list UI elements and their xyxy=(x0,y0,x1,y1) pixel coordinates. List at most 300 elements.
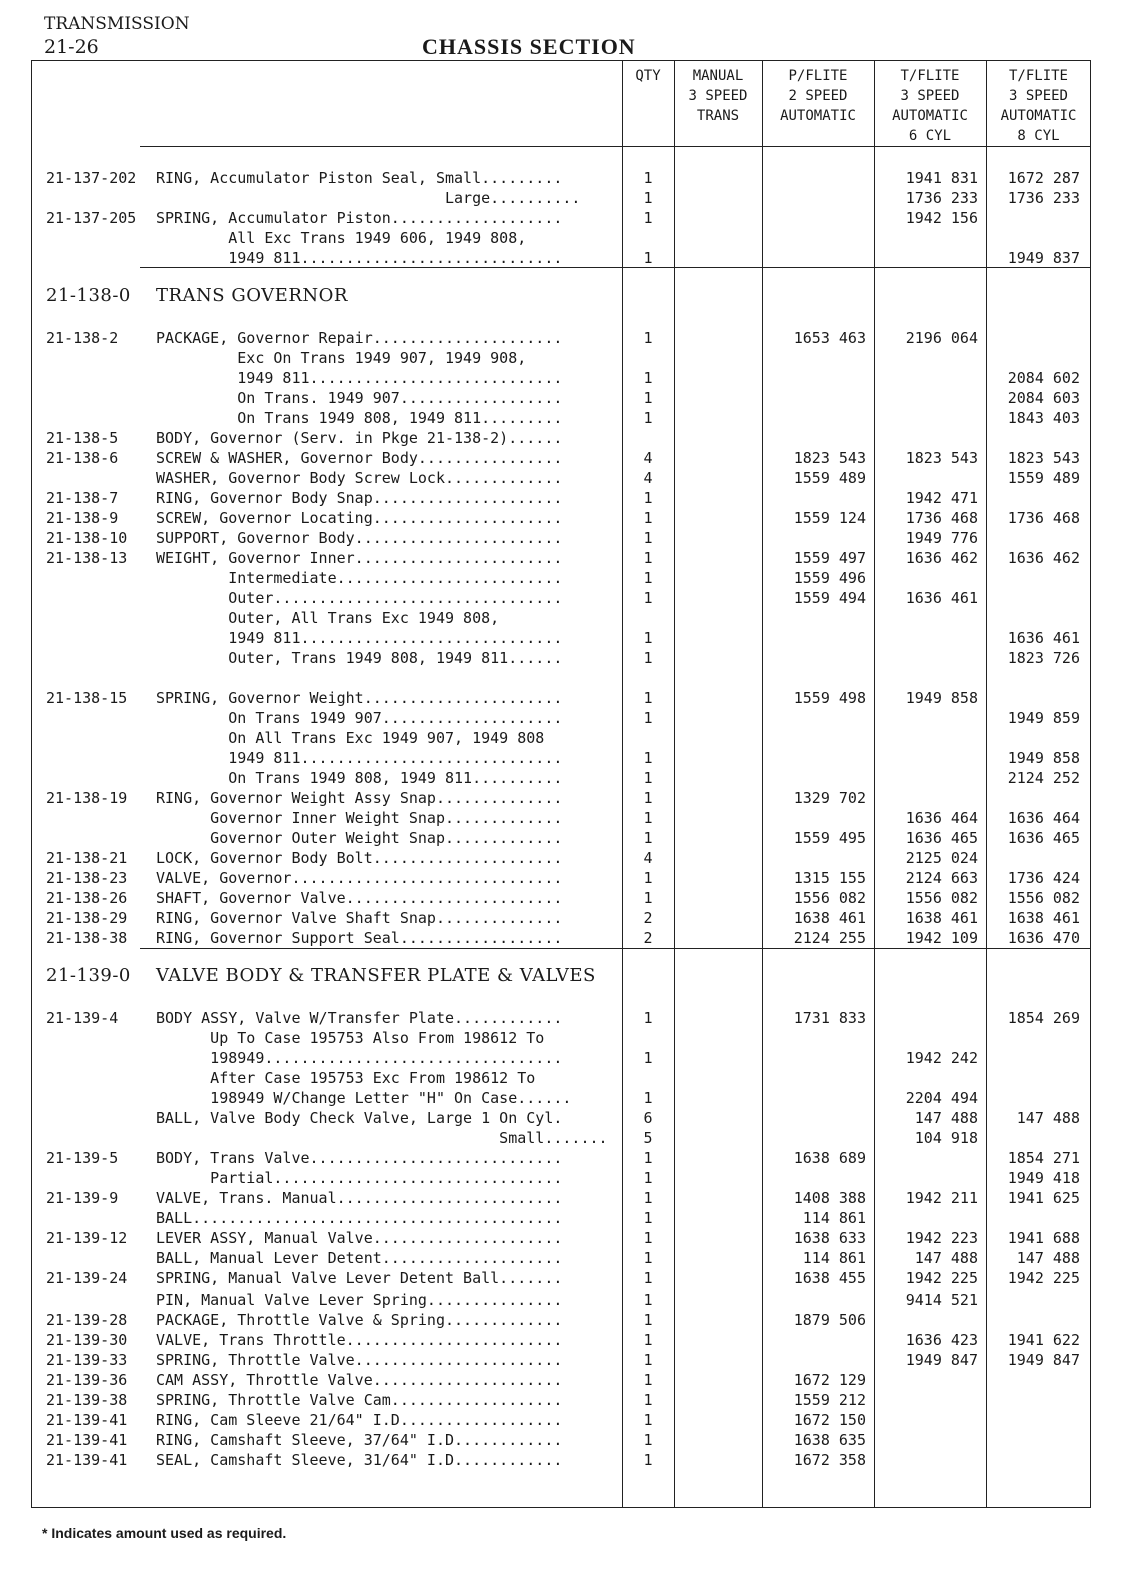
table-row xyxy=(0,788,1131,808)
column-header-manual: MANUAL 3 SPEED TRANS xyxy=(688,68,748,124)
part-description: 1949 811............................. xyxy=(156,749,563,767)
part-number: 21-138-10 xyxy=(46,529,128,547)
cell-pflite: 1559 494 xyxy=(793,589,866,607)
table-row xyxy=(0,168,1131,188)
table-row xyxy=(0,388,1131,408)
table-row xyxy=(0,768,1131,788)
part-description: SPRING, Throttle Valve....................... xyxy=(156,1351,563,1369)
cell-tf8: 2124 252 xyxy=(1007,769,1080,787)
cell-pflite: 1731 833 xyxy=(793,1009,866,1027)
part-number: 21-139-41 xyxy=(46,1451,128,1469)
cell-qty: 1 xyxy=(643,1229,653,1247)
part-description: SPRING, Throttle Valve Cam................... xyxy=(156,1391,563,1409)
part-description: RING, Governor Weight Assy Snap.............. xyxy=(156,789,563,807)
cell-pflite: 1638 461 xyxy=(793,909,866,927)
cell-tf8: 1941 688 xyxy=(1007,1229,1080,1247)
cell-pflite: 2124 255 xyxy=(793,929,866,947)
part-description: SPRING, Manual Valve Lever Detent Ball....... xyxy=(156,1269,563,1287)
part-description: SHAFT, Governor Valve........................ xyxy=(156,889,563,907)
part-number: 21-139-0 xyxy=(46,965,131,986)
cell-pflite: 114 861 xyxy=(802,1249,866,1267)
cell-qty: 1 xyxy=(643,409,653,427)
cell-qty: 1 xyxy=(643,749,653,767)
table-row xyxy=(0,588,1131,608)
cell-tf8: 2084 602 xyxy=(1007,369,1080,387)
part-description: 1949 811............................ xyxy=(156,369,563,387)
part-number: 21-138-5 xyxy=(46,429,119,447)
part-number: 21-139-9 xyxy=(46,1189,119,1207)
cell-tf6: 147 488 xyxy=(914,1249,978,1267)
column-header-tflite-8cyl: T/FLITE 3 SPEED AUTOMATIC 8 CYL xyxy=(1000,68,1077,144)
part-description: TRANS GOVERNOR xyxy=(156,285,348,306)
part-number: 21-137-202 xyxy=(46,169,137,187)
part-description: WEIGHT, Governor Inner....................... xyxy=(156,549,563,567)
cell-qty: 1 xyxy=(643,329,653,347)
cell-tf8: 1736 424 xyxy=(1007,869,1080,887)
cell-tf6: 1636 464 xyxy=(905,809,978,827)
part-description: Governor Outer Weight Snap............. xyxy=(156,829,563,847)
cell-pflite: 1315 155 xyxy=(793,869,866,887)
part-description: LEVER ASSY, Manual Valve..................... xyxy=(156,1229,563,1247)
part-description: SPRING, Governor Weight...................... xyxy=(156,689,563,707)
cell-pflite: 1638 635 xyxy=(793,1431,866,1449)
part-number: 21-138-26 xyxy=(46,889,128,907)
part-number: 21-139-41 xyxy=(46,1431,128,1449)
cell-tf8: 1636 470 xyxy=(1007,929,1080,947)
cell-tf8: 147 488 xyxy=(1016,1109,1080,1127)
cell-qty: 1 xyxy=(643,889,653,907)
cell-tf8: 1949 837 xyxy=(1007,249,1080,267)
part-description: Exc On Trans 1949 907, 1949 908, xyxy=(156,349,527,367)
cell-tf6: 1949 858 xyxy=(905,689,978,707)
cell-qty: 4 xyxy=(643,449,653,467)
cell-tf8: 1638 461 xyxy=(1007,909,1080,927)
cell-tf8: 147 488 xyxy=(1016,1249,1080,1267)
part-description: LOCK, Governor Body Bolt..................... xyxy=(156,849,563,867)
part-description: On Trans 1949 808, 1949 811......... xyxy=(156,409,563,427)
part-description: On Trans 1949 808, 1949 811.......... xyxy=(156,769,563,787)
table-row xyxy=(0,188,1131,208)
cell-qty: 1 xyxy=(643,509,653,527)
part-description: On Trans. 1949 907.................. xyxy=(156,389,563,407)
table-row xyxy=(0,1370,1131,1390)
part-description: RING, Governor Support Seal.................. xyxy=(156,929,563,947)
table-row xyxy=(0,1088,1131,1108)
part-number: 21-139-5 xyxy=(46,1149,119,1167)
cell-tf6: 1942 242 xyxy=(905,1049,978,1067)
cell-tf8: 1636 465 xyxy=(1007,829,1080,847)
part-number: 21-138-9 xyxy=(46,509,119,527)
part-description: SEAL, Camshaft Sleeve, 31/64" I.D............ xyxy=(156,1451,563,1469)
cell-pflite: 1329 702 xyxy=(793,789,866,807)
cell-qty: 1 xyxy=(643,1291,653,1309)
part-description: CAM ASSY, Throttle Valve..................... xyxy=(156,1371,563,1389)
cell-qty: 1 xyxy=(643,1411,653,1429)
table-row xyxy=(0,248,1131,268)
cell-qty: 1 xyxy=(643,389,653,407)
cell-tf8: 1823 543 xyxy=(1007,449,1080,467)
cell-qty: 1 xyxy=(643,1269,653,1287)
part-description: On All Trans Exc 1949 907, 1949 808 xyxy=(156,729,545,747)
cell-tf6: 1636 461 xyxy=(905,589,978,607)
table-row xyxy=(0,448,1131,468)
column-header-pflite: P/FLITE 2 SPEED AUTOMATIC xyxy=(780,68,856,124)
table-row xyxy=(0,808,1131,828)
table-row xyxy=(0,208,1131,228)
part-description: Partial................................ xyxy=(156,1169,563,1187)
cell-qty: 1 xyxy=(643,809,653,827)
table-row xyxy=(0,1168,1131,1188)
part-number: 21-138-7 xyxy=(46,489,119,507)
part-description: SCREW & WASHER, Governor Body................ xyxy=(156,449,563,467)
cell-pflite: 1638 633 xyxy=(793,1229,866,1247)
cell-qty: 6 xyxy=(643,1109,653,1127)
part-description: RING, Cam Sleeve 21/64" I.D.................. xyxy=(156,1411,563,1429)
part-description: 198949 W/Change Letter "H" On Case...... xyxy=(156,1089,572,1107)
table-row xyxy=(0,1028,1131,1048)
cell-qty: 1 xyxy=(643,709,653,727)
table-row xyxy=(0,468,1131,488)
cell-qty: 4 xyxy=(643,849,653,867)
table-row xyxy=(0,1350,1131,1370)
cell-qty: 1 xyxy=(643,209,653,227)
section-heading-row xyxy=(0,286,1131,306)
cell-pflite: 1672 358 xyxy=(793,1451,866,1469)
table-row xyxy=(0,1148,1131,1168)
table-row xyxy=(0,428,1131,448)
cell-pflite: 1556 082 xyxy=(793,889,866,907)
cell-tf6: 9414 521 xyxy=(905,1291,978,1309)
table-row xyxy=(0,728,1131,748)
cell-tf8: 1672 287 xyxy=(1007,169,1080,187)
cell-tf8: 1843 403 xyxy=(1007,409,1080,427)
table-row xyxy=(0,1390,1131,1410)
footnote: * Indicates amount used as required. xyxy=(42,1525,287,1541)
table-row xyxy=(0,328,1131,348)
cell-tf8: 1949 859 xyxy=(1007,709,1080,727)
part-description: Outer, Trans 1949 808, 1949 811...... xyxy=(156,649,563,667)
cell-qty: 1 xyxy=(643,1311,653,1329)
cell-tf6: 104 918 xyxy=(914,1129,978,1147)
cell-tf8: 1559 489 xyxy=(1007,469,1080,487)
cell-tf6: 1949 776 xyxy=(905,529,978,547)
table-row xyxy=(0,708,1131,728)
cell-qty: 1 xyxy=(643,1371,653,1389)
cell-tf8: 1736 468 xyxy=(1007,509,1080,527)
table-row xyxy=(0,888,1131,908)
table-row xyxy=(0,1450,1131,1470)
table-row xyxy=(0,1410,1131,1430)
part-number: 21-139-36 xyxy=(46,1371,128,1389)
cell-qty: 1 xyxy=(643,629,653,647)
cell-tf6: 2204 494 xyxy=(905,1089,978,1107)
cell-qty: 1 xyxy=(643,369,653,387)
cell-qty: 1 xyxy=(643,769,653,787)
cell-tf6: 1942 471 xyxy=(905,489,978,507)
column-header-qty: QTY xyxy=(635,68,661,84)
part-number: 21-138-0 xyxy=(46,285,131,306)
table-row xyxy=(0,528,1131,548)
cell-pflite: 1879 506 xyxy=(793,1311,866,1329)
part-description: RING, Camshaft Sleeve, 37/64" I.D............ xyxy=(156,1431,563,1449)
cell-qty: 1 xyxy=(643,1331,653,1349)
cell-tf6: 1942 225 xyxy=(905,1269,978,1287)
table-row xyxy=(0,1228,1131,1248)
part-description: BODY, Governor (Serv. in Pkge 21-138-2)...... xyxy=(156,429,563,447)
cell-qty: 1 xyxy=(643,489,653,507)
cell-tf6: 1636 423 xyxy=(905,1331,978,1349)
cell-tf8: 1949 847 xyxy=(1007,1351,1080,1369)
part-description: VALVE BODY & TRANSFER PLATE & VALVES xyxy=(156,965,596,986)
cell-qty: 1 xyxy=(643,1391,653,1409)
cell-qty: 1 xyxy=(643,1431,653,1449)
cell-pflite: 1408 388 xyxy=(793,1189,866,1207)
part-description: After Case 195753 Exc From 198612 To xyxy=(156,1069,536,1087)
cell-tf6: 1638 461 xyxy=(905,909,978,927)
cell-tf6: 1942 156 xyxy=(905,209,978,227)
cell-qty: 1 xyxy=(643,1209,653,1227)
page-title: CHASSIS SECTION xyxy=(422,34,636,59)
part-description: SUPPORT, Governor Body....................... xyxy=(156,529,563,547)
part-description: Outer................................ xyxy=(156,589,563,607)
cell-qty: 1 xyxy=(643,569,653,587)
cell-tf6: 1942 223 xyxy=(905,1229,978,1247)
part-description: 198949................................. xyxy=(156,1049,563,1067)
cell-tf8: 1636 461 xyxy=(1007,629,1080,647)
cell-tf8: 1736 233 xyxy=(1007,189,1080,207)
table-row xyxy=(0,648,1131,668)
table-row xyxy=(0,1248,1131,1268)
cell-tf6: 1949 847 xyxy=(905,1351,978,1369)
cell-tf8: 1854 271 xyxy=(1007,1149,1080,1167)
table-row xyxy=(0,1268,1131,1288)
cell-qty: 1 xyxy=(643,1189,653,1207)
cell-pflite: 1559 495 xyxy=(793,829,866,847)
table-row xyxy=(0,408,1131,428)
cell-qty: 5 xyxy=(643,1129,653,1147)
header-section-label: TRANSMISSION xyxy=(44,14,190,34)
part-description: Outer, All Trans Exc 1949 808, xyxy=(156,609,500,627)
part-description: Intermediate......................... xyxy=(156,569,563,587)
cell-qty: 1 xyxy=(643,1089,653,1107)
table-row xyxy=(0,1128,1131,1148)
cell-pflite: 1559 497 xyxy=(793,549,866,567)
cell-tf8: 1941 625 xyxy=(1007,1189,1080,1207)
cell-pflite: 1672 129 xyxy=(793,1371,866,1389)
section-rule xyxy=(140,948,1091,949)
part-description: Up To Case 195753 Also From 198612 To xyxy=(156,1029,545,1047)
cell-pflite: 1559 124 xyxy=(793,509,866,527)
cell-tf8: 1636 462 xyxy=(1007,549,1080,567)
table-row xyxy=(0,608,1131,628)
table-row xyxy=(0,348,1131,368)
cell-pflite: 1559 489 xyxy=(793,469,866,487)
part-number: 21-138-29 xyxy=(46,909,128,927)
table-row xyxy=(0,1310,1131,1330)
table-row xyxy=(0,908,1131,928)
part-description: RING, Governor Valve Shaft Snap.............. xyxy=(156,909,563,927)
part-number: 21-139-12 xyxy=(46,1229,128,1247)
cell-tf8: 1854 269 xyxy=(1007,1009,1080,1027)
cell-tf8: 1949 418 xyxy=(1007,1169,1080,1187)
cell-pflite: 1559 496 xyxy=(793,569,866,587)
cell-qty: 1 xyxy=(643,1249,653,1267)
part-description: PACKAGE, Throttle Valve & Spring............. xyxy=(156,1311,563,1329)
part-description: RING, Governor Body Snap..................... xyxy=(156,489,563,507)
table-row xyxy=(0,568,1131,588)
table-row xyxy=(0,1188,1131,1208)
table-row xyxy=(0,1430,1131,1450)
table-row xyxy=(0,1068,1131,1088)
part-number: 21-138-23 xyxy=(46,869,128,887)
part-number: 21-138-21 xyxy=(46,849,128,867)
part-description: SCREW, Governor Locating..................... xyxy=(156,509,563,527)
cell-tf6: 1636 462 xyxy=(905,549,978,567)
table-row xyxy=(0,368,1131,388)
table-row xyxy=(0,1330,1131,1350)
part-description: BODY ASSY, Valve W/Transfer Plate............ xyxy=(156,1009,563,1027)
cell-tf8: 1949 858 xyxy=(1007,749,1080,767)
part-description: BODY, Trans Valve............................ xyxy=(156,1149,563,1167)
part-description: RING, Accumulator Piston Seal, Small......... xyxy=(156,169,563,187)
part-description: Governor Inner Weight Snap............. xyxy=(156,809,563,827)
table-row xyxy=(0,848,1131,868)
cell-qty: 1 xyxy=(643,249,653,267)
table-row xyxy=(0,688,1131,708)
cell-pflite: 1638 689 xyxy=(793,1149,866,1167)
cell-tf8: 1823 726 xyxy=(1007,649,1080,667)
part-description: PIN, Manual Valve Lever Spring............... xyxy=(156,1291,563,1309)
cell-tf6: 1556 082 xyxy=(905,889,978,907)
cell-tf6: 1942 211 xyxy=(905,1189,978,1207)
part-number: 21-139-30 xyxy=(46,1331,128,1349)
table-row xyxy=(0,928,1131,948)
part-description: VALVE, Trans Throttle........................ xyxy=(156,1331,563,1349)
part-number: 21-139-33 xyxy=(46,1351,128,1369)
cell-tf6: 1941 831 xyxy=(905,169,978,187)
part-description: SPRING, Accumulator Piston................... xyxy=(156,209,563,227)
part-number: 21-139-24 xyxy=(46,1269,128,1287)
header-page-number: 21-26 xyxy=(44,36,99,58)
table-row xyxy=(0,1290,1131,1310)
table-row xyxy=(0,228,1131,248)
table-row xyxy=(0,748,1131,768)
cell-tf8: 1556 082 xyxy=(1007,889,1080,907)
cell-pflite: 1559 498 xyxy=(793,689,866,707)
cell-tf6: 1736 233 xyxy=(905,189,978,207)
table-row xyxy=(0,488,1131,508)
cell-tf6: 1736 468 xyxy=(905,509,978,527)
part-number: 21-139-4 xyxy=(46,1009,119,1027)
part-description: BALL, Manual Lever Detent.................... xyxy=(156,1249,563,1267)
cell-qty: 1 xyxy=(643,1169,653,1187)
part-description: All Exc Trans 1949 606, 1949 808, xyxy=(156,229,527,247)
cell-qty: 1 xyxy=(643,689,653,707)
table-row xyxy=(0,828,1131,848)
part-number: 21-137-205 xyxy=(46,209,137,227)
cell-qty: 1 xyxy=(643,1451,653,1469)
cell-tf8: 1942 225 xyxy=(1007,1269,1080,1287)
part-number: 21-139-28 xyxy=(46,1311,128,1329)
cell-pflite: 1672 150 xyxy=(793,1411,866,1429)
part-number: 21-138-6 xyxy=(46,449,119,467)
cell-pflite: 1823 543 xyxy=(793,449,866,467)
header-rule xyxy=(140,146,1091,147)
cell-qty: 1 xyxy=(643,529,653,547)
part-description: BALL, Valve Body Check Valve, Large 1 On Cyl. xyxy=(156,1109,563,1127)
section-heading-row xyxy=(0,966,1131,986)
part-number: 21-139-41 xyxy=(46,1411,128,1429)
table-row xyxy=(0,868,1131,888)
cell-qty: 4 xyxy=(643,469,653,487)
cell-tf6: 2125 024 xyxy=(905,849,978,867)
part-number: 21-138-38 xyxy=(46,929,128,947)
cell-qty: 1 xyxy=(643,189,653,207)
cell-qty: 1 xyxy=(643,1351,653,1369)
cell-tf6: 2124 663 xyxy=(905,869,978,887)
cell-qty: 1 xyxy=(643,1049,653,1067)
cell-qty: 2 xyxy=(643,929,653,947)
cell-tf6: 1636 465 xyxy=(905,829,978,847)
cell-pflite: 1653 463 xyxy=(793,329,866,347)
cell-qty: 1 xyxy=(643,1149,653,1167)
cell-pflite: 1638 455 xyxy=(793,1269,866,1287)
part-number: 21-138-2 xyxy=(46,329,119,347)
part-number: 21-138-15 xyxy=(46,689,128,707)
part-description: Small....... xyxy=(156,1129,608,1147)
part-number: 21-138-19 xyxy=(46,789,128,807)
part-description: VALVE, Trans. Manual......................... xyxy=(156,1189,563,1207)
table-row xyxy=(0,1208,1131,1228)
cell-pflite: 114 861 xyxy=(802,1209,866,1227)
cell-qty: 2 xyxy=(643,909,653,927)
table-row xyxy=(0,1048,1131,1068)
cell-qty: 1 xyxy=(643,649,653,667)
table-row xyxy=(0,508,1131,528)
part-description: PACKAGE, Governor Repair..................... xyxy=(156,329,563,347)
cell-qty: 1 xyxy=(643,789,653,807)
cell-tf6: 2196 064 xyxy=(905,329,978,347)
cell-tf8: 1636 464 xyxy=(1007,809,1080,827)
part-description: On Trans 1949 907.................... xyxy=(156,709,563,727)
cell-tf6: 147 488 xyxy=(914,1109,978,1127)
table-row xyxy=(0,1108,1131,1128)
part-description: 1949 811............................. xyxy=(156,249,563,267)
cell-qty: 1 xyxy=(643,589,653,607)
cell-tf8: 2084 603 xyxy=(1007,389,1080,407)
column-header-tflite-6cyl: T/FLITE 3 SPEED AUTOMATIC 6 CYL xyxy=(892,68,968,144)
cell-qty: 1 xyxy=(643,169,653,187)
cell-pflite: 1559 212 xyxy=(793,1391,866,1409)
part-description: BALL......................................... xyxy=(156,1209,563,1227)
cell-qty: 1 xyxy=(643,1009,653,1027)
part-number: 21-139-38 xyxy=(46,1391,128,1409)
part-description: Large.......... xyxy=(156,189,581,207)
table-row xyxy=(0,1008,1131,1028)
table-row xyxy=(0,628,1131,648)
cell-qty: 1 xyxy=(643,829,653,847)
cell-qty: 1 xyxy=(643,549,653,567)
cell-tf6: 1942 109 xyxy=(905,929,978,947)
table-row xyxy=(0,548,1131,568)
part-description: 1949 811............................. xyxy=(156,629,563,647)
part-description: WASHER, Governor Body Screw Lock............. xyxy=(156,469,563,487)
part-description: VALVE, Governor.............................. xyxy=(156,869,563,887)
cell-tf8: 1941 622 xyxy=(1007,1331,1080,1349)
cell-qty: 1 xyxy=(643,869,653,887)
part-number: 21-138-13 xyxy=(46,549,128,567)
cell-tf6: 1823 543 xyxy=(905,449,978,467)
